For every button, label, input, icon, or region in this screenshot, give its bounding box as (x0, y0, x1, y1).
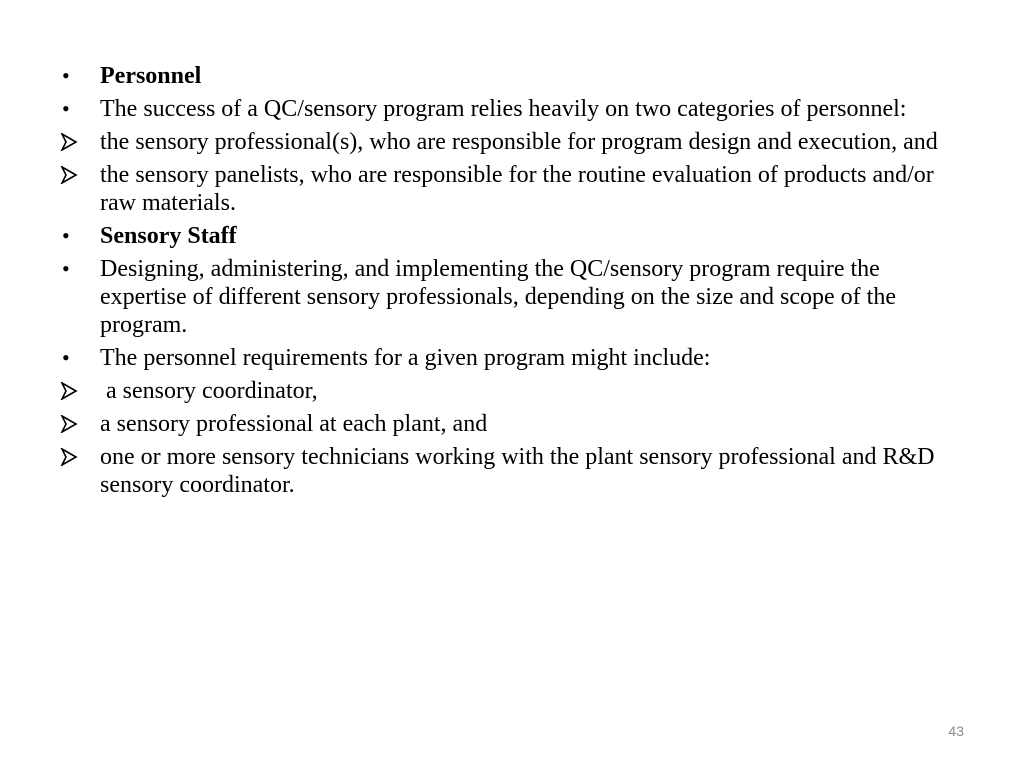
list-item-heading-sensory-staff (60, 222, 960, 250)
bullet-icon: • (62, 63, 70, 88)
list-item-text: Personnel (100, 63, 202, 89)
list-item (60, 95, 960, 123)
list-item (60, 161, 960, 217)
bullet-icon: • (62, 256, 70, 281)
list-item (60, 128, 960, 156)
list-item-text: The success of a QC/sensory program relies heavily on two categories of personnel: (100, 96, 907, 122)
list-item-text: one or more sensory technicians working with the plant sensory professional and R&D sensory coordinator. (100, 444, 935, 498)
list-item (60, 377, 960, 405)
list-item-text: Designing, administering, and implementing the QC/sensory program require the expertise of different sensory professionals, depending on the size and scope of the program. (100, 256, 896, 338)
bullet-icon: • (62, 96, 70, 121)
bullet-icon: • (62, 223, 70, 248)
list-item-text: the sensory professional(s), who are responsible for program design and execution, and (100, 129, 938, 155)
page-number: 43 (948, 723, 964, 739)
slide-content (60, 62, 960, 504)
list-item (60, 344, 960, 372)
list-item-text: the sensory panelists, who are responsible for the routine evaluation of products and/or raw materials. (100, 162, 934, 216)
list-item (60, 443, 960, 499)
list-item-text: The personnel requirements for a given program might include: (100, 345, 711, 371)
list-item (60, 410, 960, 438)
list-item-text: a sensory coordinator, (100, 378, 318, 404)
list-item-text: a sensory professional at each plant, and (100, 411, 488, 437)
list-item (60, 255, 960, 339)
list-item-text: Sensory Staff (100, 223, 237, 249)
list-item-heading-personnel (60, 62, 960, 90)
bullet-icon: • (62, 345, 70, 370)
